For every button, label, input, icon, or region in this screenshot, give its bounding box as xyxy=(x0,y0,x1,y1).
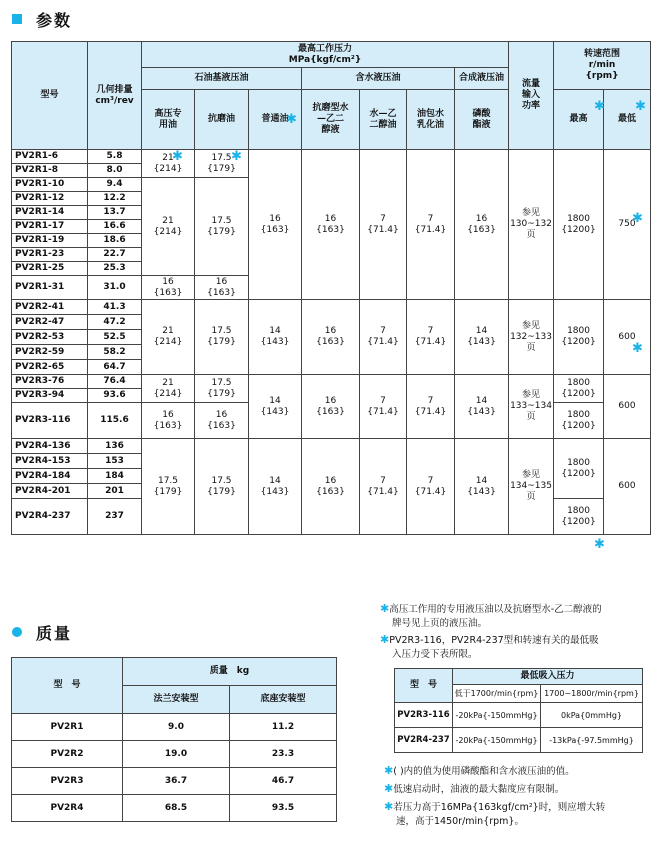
col-header-aw-water-glycol: 抗磨型水 —乙二 醇液 xyxy=(302,90,360,150)
model-cell: PV2R2-41 xyxy=(12,300,88,315)
pressure-cell: 16 {163} xyxy=(302,300,360,375)
disp-cell: 25.3 xyxy=(88,262,142,276)
model-cell: PV2R4-153 xyxy=(12,454,88,469)
pressure-cell: 7 {71.4} xyxy=(360,150,407,300)
flow-cell: 参见 132~133页 xyxy=(509,300,554,375)
model-cell: PV2R1-10 xyxy=(12,178,88,192)
col-header-speed-max: 最高 xyxy=(554,90,604,150)
speed-max-cell: 1800 {1200} xyxy=(554,300,604,375)
pressure-cell: 7 {71.4} xyxy=(360,300,407,375)
mass-flange-cell: 19.0 xyxy=(123,741,230,768)
model-cell: PV2R1-17 xyxy=(12,220,88,234)
mass-flange-cell: 68.5 xyxy=(123,795,230,822)
mass-header-foot: 底座安装型 xyxy=(230,686,337,714)
suction-high-cell: 0kPa{0mmHg} xyxy=(541,703,643,728)
star-icon: ✱ xyxy=(632,341,643,356)
pressure-cell: 14 {143} xyxy=(249,300,302,375)
model-cell: PV2R1-12 xyxy=(12,192,88,206)
speed-min-cell: 750 xyxy=(604,150,651,300)
pressure-cell: 7 {71.4} xyxy=(360,439,407,535)
pressure-cell: 21 {214} xyxy=(142,178,195,276)
model-cell: PV2R1-23 xyxy=(12,248,88,262)
model-cell: PV2R3-94 xyxy=(12,389,88,403)
model-cell: PV2R1-19 xyxy=(12,234,88,248)
mass-model-cell: PV2R4 xyxy=(12,795,123,822)
pressure-cell: 17.5 {179} xyxy=(195,300,249,375)
pressure-cell: 16 {163} xyxy=(195,403,249,439)
model-cell: PV2R1-14 xyxy=(12,206,88,220)
pressure-cell: 16 {163} xyxy=(455,150,509,300)
speed-max-cell: 1800 {1200} xyxy=(554,150,604,300)
col-header-petroleum: 石油基液压油 xyxy=(142,68,302,90)
model-cell: PV2R1-6 xyxy=(12,150,88,164)
col-header-displacement: 几何排量 cm³/rev xyxy=(88,42,142,150)
pressure-cell: 16 {163} xyxy=(142,403,195,439)
mass-model-cell: PV2R2 xyxy=(12,741,123,768)
disp-cell: 52.5 xyxy=(88,330,142,345)
pressure-cell: 21 {214} xyxy=(142,150,195,178)
suction-header-high: 1700~1800r/min{rpm} xyxy=(541,685,643,703)
note-text: 低速启动时，油液的最大黏度应有限制。 xyxy=(393,784,565,795)
model-cell: PV2R1-31 xyxy=(12,276,88,300)
note-text: PV2R3-116，PV2R4-237型和转速有关的最低吸 xyxy=(389,635,599,646)
pressure-cell: 7 {71.4} xyxy=(407,439,455,535)
mass-header-flange: 法兰安装型 xyxy=(123,686,230,714)
mass-foot-cell: 93.5 xyxy=(230,795,337,822)
mass-table xyxy=(11,657,337,822)
model-cell: PV2R2-59 xyxy=(12,345,88,360)
pressure-cell: 7 {71.4} xyxy=(360,375,407,439)
note-text: ( )内的值为使用磷酸酯和含水液压油的值。 xyxy=(393,766,575,777)
pressure-cell: 16 {163} xyxy=(195,276,249,300)
disp-cell: 58.2 xyxy=(88,345,142,360)
star-icon: ✱ xyxy=(594,99,605,114)
suction-header-min: 最低吸入压力 xyxy=(453,669,643,685)
disp-cell: 8.0 xyxy=(88,164,142,178)
mass-foot-cell: 46.7 xyxy=(230,768,337,795)
note-text: 入压力受下表所限。 xyxy=(392,649,478,660)
note-2 xyxy=(380,633,599,662)
pressure-cell: 16 {163} xyxy=(142,276,195,300)
disp-cell: 22.7 xyxy=(88,248,142,262)
disp-cell: 47.2 xyxy=(88,315,142,330)
col-header-water-glycol: 水—乙 二醇油 xyxy=(360,90,407,150)
note-text: 速，高于1450r/min{rpm}。 xyxy=(396,816,524,827)
pressure-cell: 16 {163} xyxy=(302,439,360,535)
params-title: 参数 xyxy=(36,11,73,30)
model-cell: PV2R2-53 xyxy=(12,330,88,345)
pressure-cell: 17.5 {179} xyxy=(195,150,249,178)
model-cell: PV2R3-76 xyxy=(12,375,88,389)
disp-cell: 13.7 xyxy=(88,206,142,220)
col-header-hp-oil: 高压专 用油 xyxy=(142,90,195,150)
disp-cell: 16.6 xyxy=(88,220,142,234)
pressure-cell: 14 {143} xyxy=(455,300,509,375)
disp-cell: 41.3 xyxy=(88,300,142,315)
col-header-antiwear: 抗磨油 xyxy=(195,90,249,150)
mass-title: 质量 xyxy=(36,624,73,643)
disp-cell: 115.6 xyxy=(88,403,142,439)
disp-cell: 5.8 xyxy=(88,150,142,164)
suction-table xyxy=(394,668,643,753)
speed-max-cell: 1800 {1200} xyxy=(554,403,604,439)
mass-header-model: 型 号 xyxy=(12,658,123,714)
disp-cell: 136 xyxy=(88,439,142,454)
speed-max-cell: 1800 {1200} xyxy=(554,439,604,499)
flow-cell: 参见 133~134页 xyxy=(509,375,554,439)
col-header-speed-min: 最低 xyxy=(604,90,651,150)
star-icon: ✱ xyxy=(231,149,242,164)
model-cell: PV2R1-8 xyxy=(12,164,88,178)
pressure-cell: 7 {71.4} xyxy=(407,300,455,375)
speed-min-cell: 600 xyxy=(604,300,651,375)
mass-header-mass: 质量 kg xyxy=(123,658,337,686)
pressure-cell: 14 {143} xyxy=(455,439,509,535)
col-header-water: 含水液压油 xyxy=(302,68,455,90)
disp-cell: 64.7 xyxy=(88,360,142,375)
note-1 xyxy=(380,602,602,631)
disp-cell: 76.4 xyxy=(88,375,142,389)
star-icon: ✱ xyxy=(384,782,394,795)
note-text: 若压力高于16MPa{163kgf/cm²}时，则应增大转 xyxy=(393,802,606,813)
pressure-cell: 17.5 {179} xyxy=(195,375,249,403)
star-icon: ✱ xyxy=(594,537,605,552)
suction-header-low: 低于1700r/min{rpm} xyxy=(453,685,541,703)
mass-model-cell: PV2R3 xyxy=(12,768,123,795)
model-cell: PV2R2-65 xyxy=(12,360,88,375)
mass-flange-cell: 36.7 xyxy=(123,768,230,795)
pressure-cell: 16 {163} xyxy=(249,150,302,300)
pressure-cell: 7 {71.4} xyxy=(407,150,455,300)
model-cell: PV2R4-201 xyxy=(12,484,88,499)
section-marker-icon xyxy=(12,627,22,637)
suction-high-cell: -13kPa{-97.5mmHg} xyxy=(541,728,643,753)
suction-low-cell: -20kPa{-150mmHg} xyxy=(453,728,541,753)
suction-low-cell: -20kPa{-150mmHg} xyxy=(453,703,541,728)
col-header-general: 普通油 xyxy=(249,90,302,150)
note-3 xyxy=(384,764,575,779)
disp-cell: 184 xyxy=(88,469,142,484)
pressure-cell: 14 {143} xyxy=(455,375,509,439)
model-cell: PV2R4-237 xyxy=(12,499,88,535)
pressure-cell: 7 {71.4} xyxy=(407,375,455,439)
suction-header-model: 型 号 xyxy=(395,669,453,703)
star-icon: ✱ xyxy=(286,112,297,127)
col-header-model: 型号 xyxy=(12,42,88,150)
model-cell: PV2R4-184 xyxy=(12,469,88,484)
pressure-cell: 17.5 {179} xyxy=(142,439,195,535)
disp-cell: 201 xyxy=(88,484,142,499)
params-table xyxy=(11,41,651,535)
col-header-synthetic: 合成液压油 xyxy=(455,68,509,90)
note-4 xyxy=(384,782,564,797)
mass-foot-cell: 11.2 xyxy=(230,714,337,741)
disp-cell: 12.2 xyxy=(88,192,142,206)
pressure-cell: 16 {163} xyxy=(302,150,360,300)
note-text: 高压工作用的专用液压油以及抗磨型水-乙二醇液的 xyxy=(389,604,602,615)
section-marker-icon xyxy=(12,14,22,24)
disp-cell: 93.6 xyxy=(88,389,142,403)
model-cell: PV2R2-47 xyxy=(12,315,88,330)
flow-cell: 参见 134~135页 xyxy=(509,439,554,535)
speed-min-cell: 600 xyxy=(604,375,651,439)
pressure-cell: 21 {214} xyxy=(142,300,195,375)
disp-cell: 31.0 xyxy=(88,276,142,300)
star-icon: ✱ xyxy=(380,602,390,615)
mass-model-cell: PV2R1 xyxy=(12,714,123,741)
star-icon: ✱ xyxy=(632,211,643,226)
col-header-emulsion: 油包水 乳化油 xyxy=(407,90,455,150)
note-5 xyxy=(384,800,605,829)
suction-model-cell: PV2R4-237 xyxy=(395,728,453,753)
disp-cell: 18.6 xyxy=(88,234,142,248)
speed-max-cell: 1800 {1200} xyxy=(554,375,604,403)
disp-cell: 237 xyxy=(88,499,142,535)
col-header-max-pressure: 最高工作压力 MPa{kgf/cm²} xyxy=(142,42,509,68)
disp-cell: 153 xyxy=(88,454,142,469)
speed-min-cell: 600 xyxy=(604,439,651,535)
disp-cell: 9.4 xyxy=(88,178,142,192)
star-icon: ✱ xyxy=(384,764,394,777)
note-text: 牌号见上页的液压油。 xyxy=(392,618,488,629)
pressure-cell: 21 {214} xyxy=(142,375,195,403)
star-icon: ✱ xyxy=(380,633,390,646)
model-cell: PV2R3-116 xyxy=(12,403,88,439)
speed-max-cell: 1800 {1200} xyxy=(554,499,604,535)
col-header-flow: 流量 输入 功率 xyxy=(509,42,554,150)
suction-model-cell: PV2R3-116 xyxy=(395,703,453,728)
model-cell: PV2R1-25 xyxy=(12,262,88,276)
pressure-cell: 14 {143} xyxy=(249,375,302,439)
pressure-cell: 14 {143} xyxy=(249,439,302,535)
star-icon: ✱ xyxy=(635,99,646,114)
pressure-cell: 16 {163} xyxy=(302,375,360,439)
mass-foot-cell: 23.3 xyxy=(230,741,337,768)
model-cell: PV2R4-136 xyxy=(12,439,88,454)
col-header-phosphate: 磷酸 酯液 xyxy=(455,90,509,150)
pressure-cell: 17.5 {179} xyxy=(195,439,249,535)
pressure-cell: 17.5 {179} xyxy=(195,178,249,276)
mass-flange-cell: 9.0 xyxy=(123,714,230,741)
col-header-speed: 转速范围 r/min {rpm} xyxy=(554,42,651,90)
star-icon: ✱ xyxy=(172,149,183,164)
star-icon: ✱ xyxy=(384,800,394,813)
flow-cell: 参见 130~132页 xyxy=(509,150,554,300)
